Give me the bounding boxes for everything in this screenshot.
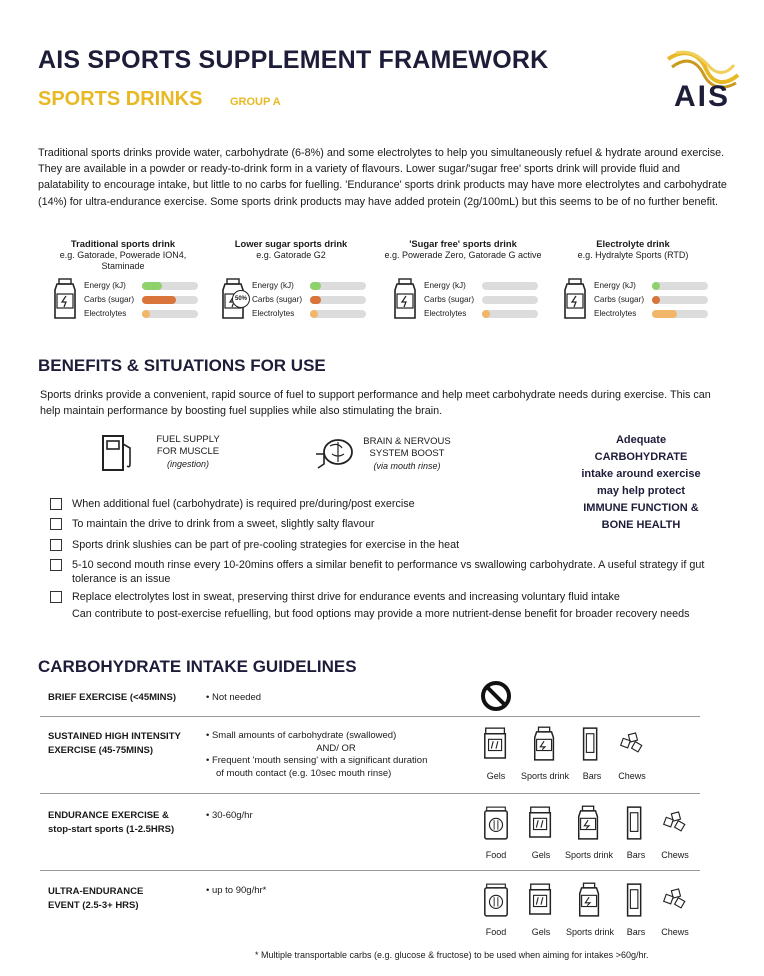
nutrient-label: Carbs (sugar) [252,295,303,304]
bars-icon [622,805,650,841]
checklist-text: Replace electrolytes lost in sweat, preserving thirst drive for endurance events and increasing voluntary fluid intake [72,591,620,603]
checklist-text: To maintain the drive to drink from a sweet, slightly salty flavour [72,518,375,530]
nutrient-level-track [652,310,708,318]
label-line: SUSTAINED HIGH INTENSITY [48,731,181,742]
sports-drink-icon [575,805,603,841]
food-icon [482,805,510,841]
callout-line: IMMUNE FUNCTION & [583,502,699,514]
ais-logo-text: AIS [674,80,731,113]
drink-title: 'Sugar free' sports drink [409,238,517,249]
feature-fuel-line2: FOR MUSCLE [156,446,220,457]
checkbox-icon [50,498,62,510]
gels-icon [482,726,510,762]
icon-label: Chews [661,927,689,937]
brain-icon [312,432,356,474]
sports-drink-icon [531,726,559,762]
nutrient-level-track [482,310,538,318]
feature-fuel-note: (ingestion) [166,459,210,469]
nutrient-level-fill [652,296,660,304]
drink-examples: e.g. Gatorade G2 [256,249,326,260]
bottle-icon [392,278,418,320]
detail-line: AND/ OR [316,742,356,754]
bottle-icon [562,278,588,320]
icon-label: Bars [626,850,646,860]
callout-line: intake around exercise [581,468,701,480]
row-brief-detail: • Not needed [206,692,262,703]
callout-line: may help protect [596,485,686,497]
icon-label: Gels [486,771,506,781]
feature-fuel-line1: FUEL SUPPLY [156,434,220,445]
intro-paragraph: Traditional sports drinks provide water, carbohydrate (6-8%) and some electrolytes to help you simultaneously refuel & hydrate around exercise. They are available in a powder or ready-to-drink form in a variety of flavours. Lower sugar/'sugar free' sports drink will provide fluid and palatability to encourage intake, but little to no carbs for fuelling. 'Endurance' sports drink products may have more electrolytes and carbohydrate (14%) for ultra-endurance exercise. Some sports drink products may have added protein (2g/100mL) but this seems to be of no further benefit. [38,147,727,208]
nutrient-label: Electrolytes [84,309,127,318]
checklist-text: Sports drink slushies can be part of pre-cooling strategies for exercise in the heat [72,539,460,551]
drink-title: Lower sugar sports drink [234,238,348,249]
icon-label: Gels [531,850,551,860]
nutrient-level-fill [142,282,162,290]
callout-line: Adequate [615,434,667,446]
nutrient-level-fill [652,310,677,318]
nutrient-label: Energy (kJ) [594,281,636,290]
nutrient-level-track [142,296,198,304]
row-brief-label: BRIEF EXERCISE (<45MINS) [48,692,177,703]
divider [40,793,700,794]
drink-column [206,238,376,261]
nutrient-level-track [142,310,198,318]
chews-icon [618,726,646,762]
label-line: ULTRA-ENDURANCE [48,886,144,897]
nutrient-level-fill [482,310,490,318]
drink-examples: e.g. Powerade Zero, Gatorade G active [384,249,542,260]
page-subtitle: SPORTS DRINKS [38,88,203,110]
nutrient-level-fill [310,310,318,318]
checklist-extra-text: Can contribute to post-exercise refuelling, but food options may provide a more nutrient-dense benefit for broader recovery needs [72,608,690,620]
nutrient-level-fill [310,296,321,304]
nutrient-label: Carbs (sugar) [594,295,645,304]
guidelines-heading: CARBOHYDRATE INTAKE GUIDELINES [38,657,357,676]
drink-examples: e.g. Gatorade, Powerade ION4, Staminade [59,249,187,271]
icon-label: Food [485,927,507,937]
footnote: * Multiple transportable carbs (e.g. glucose & fructose) to be used when aiming for intakes >60g/hr. [255,950,649,960]
row-sustained-label [48,730,181,758]
prohibited-icon [480,680,512,712]
nutrient-level-fill [310,282,321,290]
checklist-text: 5-10 second mouth rinse every 10-20mins offers a similar benefit to performance vs swallowing carbohydrate. A useful strategy if gut tolerance is an issue [72,559,705,585]
nutrient-label: Electrolytes [594,309,637,318]
nutrient-label: Electrolytes [424,309,467,318]
icon-label: Bars [582,771,602,781]
nutrient-level-track [652,282,708,290]
icon-label: Sports drink [564,850,614,860]
nutrient-level-track [310,310,366,318]
chews-icon [661,882,689,918]
nutrient-level-track [142,282,198,290]
drink-title: Traditional sports drink [70,238,176,249]
callout-line: CARBOHYDRATE [594,451,688,463]
divider [40,716,700,717]
checkbox-icon [50,539,62,551]
divider [40,870,700,871]
icon-label: Food [485,850,507,860]
row-ultra-label [48,885,143,913]
nutrient-level-track [310,282,366,290]
gels-icon [527,882,555,918]
nutrient-level-fill [652,282,660,290]
nutrient-label: Energy (kJ) [252,281,294,290]
row-endurance-label [48,809,174,837]
icon-label: Sports drink [520,771,570,781]
benefits-body: Sports drinks provide a convenient, rapid source of fuel to support performance and help meet carbohydrate needs during exercise. This can help maintain performance by boosting fuel supplies while also stimulating the brain. [40,389,711,417]
page-title: AIS SPORTS SUPPLEMENT FRAMEWORK [38,46,549,74]
nutrient-level-track [652,296,708,304]
sports-drink-icon [576,882,604,918]
nutrient-level-track [482,296,538,304]
checkbox-icon [50,591,62,603]
group-label: GROUP A [230,96,281,108]
callout-line: BONE HEALTH [601,519,681,531]
row-sustained-detail [206,730,466,780]
icon-label: Bars [626,927,646,937]
fuel-pump-icon [100,432,136,474]
label-line: EVENT (2.5-3+ HRS) [48,900,139,911]
icon-label: Chews [661,850,689,860]
feature-brain-line1: BRAIN & NERVOUS [363,436,451,447]
bars-icon [578,726,606,762]
checkbox-icon [50,518,62,530]
chews-icon [661,805,689,841]
food-icon [482,882,510,918]
nutrient-level-fill [142,310,150,318]
nutrient-level-track [310,296,366,304]
drink-column [38,238,208,273]
detail-line: • Small amounts of carbohydrate (swallowed) [206,730,397,741]
icon-label: Sports drink [565,927,615,937]
feature-brain-line2: SYSTEM BOOST [369,448,445,459]
icon-label: Gels [531,927,551,937]
benefits-heading: BENEFITS & SITUATIONS FOR USE [38,356,326,375]
checklist-text: When additional fuel (carbohydrate) is required pre/during/post exercise [72,498,415,510]
detail-line: • Frequent 'mouth sensing' with a significant duration [206,755,428,766]
row-endurance-detail: • 30-60g/hr [206,810,253,821]
nutrient-label: Electrolytes [252,309,295,318]
row-ultra-detail: • up to 90g/hr* [206,885,267,896]
drink-column [378,238,548,261]
checkbox-icon [50,559,62,571]
fifty-percent-badge: 50% [232,290,250,308]
label-line: EXERCISE (45-75MINS) [48,745,154,756]
feature-brain-note: (via mouth rinse) [373,461,441,471]
nutrient-label: Carbs (sugar) [84,295,135,304]
icon-label: Chews [618,771,646,781]
drink-examples: e.g. Hydralyte Sports (RTD) [577,249,689,260]
nutrient-level-fill [142,296,176,304]
detail-line: of mouth contact (e.g. 10sec mouth rinse) [216,767,392,779]
bars-icon [622,882,650,918]
nutrient-label: Energy (kJ) [424,281,466,290]
gels-icon [527,805,555,841]
bottle-icon [52,278,78,320]
nutrient-level-track [482,282,538,290]
nutrient-label: Energy (kJ) [84,281,126,290]
drink-column [548,238,718,261]
nutrient-label: Carbs (sugar) [424,295,475,304]
label-line: ENDURANCE EXERCISE & [48,810,169,821]
drink-title: Electrolyte drink [596,238,670,249]
label-line: stop-start sports (1-2.5HRS) [48,824,175,835]
